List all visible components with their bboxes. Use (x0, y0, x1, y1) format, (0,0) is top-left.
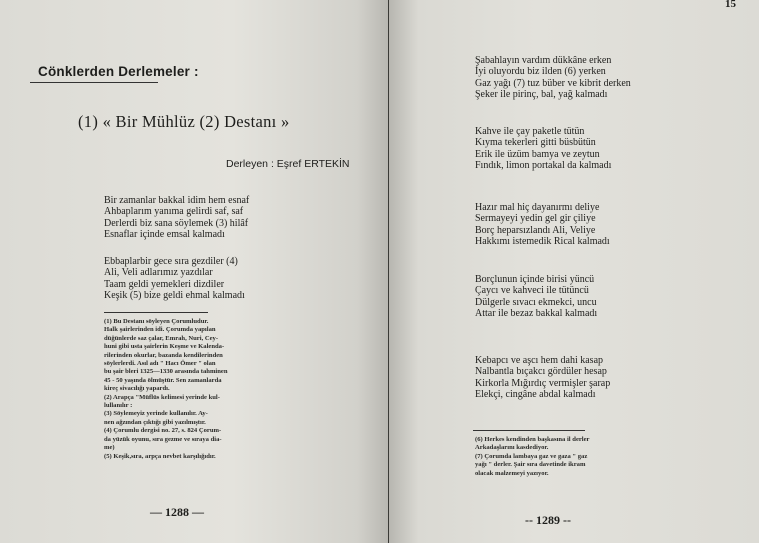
section-heading-underline (30, 82, 158, 83)
verse-line: Şabahlayın vardım dükkâne erken (475, 55, 612, 66)
footnote-line: da yüzük oyunu, sıra gezme ve sıraya dia- (104, 435, 222, 443)
right-footnotes (475, 436, 590, 478)
footnote-line: rilerinden okurlar, bazanda kendilerinden (104, 351, 223, 359)
verse-line: Kıyma tekerleri gitti büsbütün (475, 137, 596, 149)
verse-line: Esnaflar içinde emsal kalmadı (104, 229, 225, 241)
left-footnotes (104, 318, 228, 461)
verse-line: Bir zamanlar bakkal idim hem esnaf (104, 195, 250, 206)
right-stanza-5 (475, 355, 610, 401)
footnote-line: (1) Bu Destanı söyleyen Çorumludur. (104, 318, 209, 325)
verse-line: Taam geldi yemekleri dizdiler (104, 278, 225, 290)
footnote-line: (2) Arapça "Müflüs kelimesi yerinde kul- (104, 393, 220, 401)
verse-line: Borçlunun içinde birisi yüncü (475, 274, 595, 285)
right-stanza-1 (475, 55, 631, 101)
footnote-line: bu şair bleri 1325—1330 arasında tahminen (104, 368, 228, 376)
compiler-credit: Derleyen : Eşref ERTEKİN (226, 158, 350, 170)
verse-line: Şeker ile pirinç, bal, yağ kalmadı (475, 89, 608, 101)
footnote-line: söylerlerdi. Asıl adı " Hacı Ömer " olan (104, 360, 216, 368)
verse-line: Fındık, limon portakal da kalmadı (475, 160, 612, 172)
right-stanza-4 (475, 274, 597, 320)
verse-line: Sermayeyi yedin gel gir çiliye (475, 213, 596, 225)
footnote-line: kireç sivacılığı yapardı. (104, 385, 170, 393)
footnote-line: Halk şairlerinden idi. Çorumda yapılan (104, 326, 216, 334)
verse-line: Hazır mal hiç dayanırmı deliye (475, 202, 600, 213)
section-heading: Cönklerden Derlemeler : (38, 64, 199, 79)
verse-line: Nalbantla bıçakcı gördüler hesap (475, 366, 607, 378)
left-stanza-1 (104, 195, 249, 241)
verse-line: Ali, Veli adlarımız yazdılar (104, 267, 213, 279)
footnote-line: me) (104, 444, 115, 452)
footnote-line: (4) Çorumlu dergisi no. 27, s. 824 Çorum- (104, 427, 222, 435)
footnote-line: 45 - 50 yaşında ölmüştür. Sen zamanlarda (104, 376, 222, 384)
footnote-rule (104, 312, 208, 313)
footnote-line: düğünlerde saz çalar, Emrah, Nuri, Cey- (104, 334, 219, 342)
verse-line: Kebapcı ve aşcı hem dahi kasap (475, 355, 604, 366)
verse-line: Ebbaplarbir gece sıra gezdiler (4) (104, 256, 238, 267)
verse-line: Hakkımı istemedik Rical kalmadı (475, 236, 610, 248)
footnote-rule (473, 430, 585, 431)
footnote-line: Arkadaşlarını kasdediyor. (475, 444, 549, 452)
verse-line: Derlerdi biz sana söylemek (3) hilâf (104, 217, 249, 229)
left-page-number: — 1288 — (150, 505, 204, 519)
left-stanza-2 (104, 256, 245, 302)
footnote-line: (6) Herkes kendinden başkasına il derler (475, 436, 590, 443)
verse-line: Erik ile üzüm bamya ve zeytun (475, 148, 600, 160)
verse-line: Elekçi, cingâne abdal kalmadı (475, 389, 596, 401)
right-page-number: -- 1289 -- (525, 513, 571, 527)
verse-line: Ahbaplarım yanıma gelirdi saf, saf (104, 206, 244, 218)
verse-line: Keşik (5) bize geldi ehmal kalmadı (104, 290, 245, 302)
right-page (389, 0, 759, 543)
verse-line: Borç heparsızlandı Ali, Veliye (475, 224, 596, 236)
verse-line: Dülgerle sıvacı ekmekci, uncu (475, 296, 597, 308)
poem-title: (1) « Bir Mühlüz (2) Destanı » (78, 112, 290, 131)
verse-line: Kirkorla Mığırdıç vermişler şarap (475, 377, 611, 389)
right-stanza-2 (475, 126, 611, 172)
footnote-line: (7) Çorumda lambaya gaz ve gaza " gaz (475, 452, 588, 460)
footnote-line: (5) Keşik,sıra, arpça nevbet karşılığıdır. (104, 452, 216, 460)
verse-line: Çaycı ve kahveci ile tütüncü (475, 285, 589, 297)
footnote-line: nen ağzından çıktığı gibi yazılmıştır. (104, 418, 206, 426)
verse-line: Attar ile bezaz bakkal kalmadı (475, 308, 598, 320)
verse-line: İyi oluyordu biz ilden (6) yerken (475, 66, 606, 78)
footnote-line: yağı " derler. Şair sıra davetinde ikram (475, 461, 586, 469)
verse-line: Gaz yağı (7) tuz büber ve kibrit derken (475, 77, 631, 89)
right-stanza-3 (475, 202, 610, 248)
footnote-line: olacak malzemeyi yazıyor. (475, 469, 549, 477)
footnote-line: lullanılır : (104, 402, 133, 410)
corner-page-number: 15 (725, 0, 736, 10)
footnote-line: (3) Söylemeyiz yerinde kullanılır. Ay- (104, 410, 208, 418)
footnote-line: huni gibi usta şairlerin Keşme ve Kalenda- (104, 343, 225, 351)
verse-line: Kahve ile çay paketle tütün (475, 126, 585, 137)
